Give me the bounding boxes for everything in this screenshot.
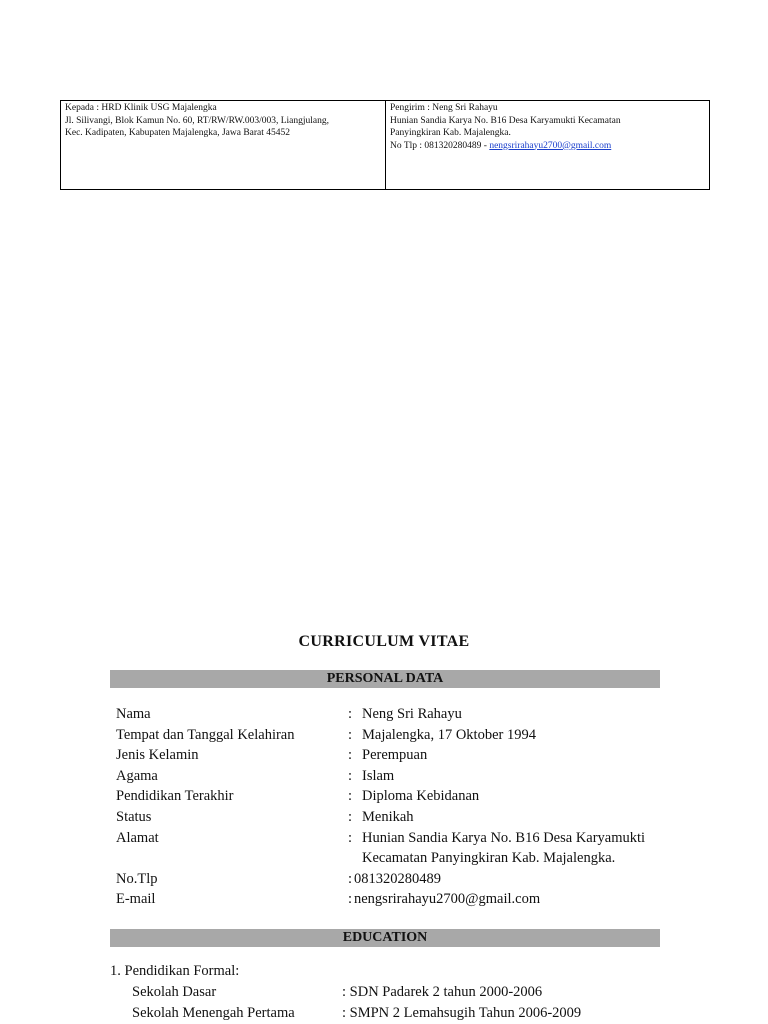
sender-line: Hunian Sandia Karya No. B16 Desa Karyamukti Kecamatan xyxy=(390,115,621,126)
personal-row-pendidikan xyxy=(116,786,676,807)
education-list xyxy=(110,960,670,1024)
address-line-2: Kecamatan Panyingkiran Kab. Majalengka. xyxy=(362,850,616,867)
field-label: Status xyxy=(116,808,152,825)
field-label: Alamat xyxy=(116,829,159,846)
sender-contact-line xyxy=(390,140,705,153)
sender-line: Pengirim : Neng Sri Rahayu xyxy=(390,103,498,113)
field-label: Nama xyxy=(116,706,151,722)
personal-row-email xyxy=(116,889,676,910)
recipient-line: Kepada : HRD Klinik USG Majalengka xyxy=(65,103,217,113)
field-label: No.Tlp xyxy=(116,870,158,887)
sender-email-link[interactable]: nengsrirahayu2700@gmail.com xyxy=(489,140,612,151)
education-row-sd xyxy=(110,982,670,1003)
recipient-line: Kec. Kadipaten, Kabupaten Majalengka, Jawa Barat 45452 xyxy=(65,128,291,138)
field-label: Pendidikan Terakhir xyxy=(116,788,234,805)
personal-row-alamat xyxy=(116,828,676,869)
personal-row-tlp xyxy=(116,869,676,890)
field-label: E-mail xyxy=(116,891,156,908)
field-value: Islam xyxy=(362,767,395,784)
personal-row-status xyxy=(116,807,676,828)
school-detail: : SDN Padarek 2 tahun 2000-2006 xyxy=(342,984,543,1000)
personal-row-jenis-kelamin xyxy=(116,745,676,766)
colon: : xyxy=(348,808,353,825)
field-value: Diploma Kebidanan xyxy=(362,788,480,805)
cv-title: CURRICULUM VITAE xyxy=(298,633,470,650)
recipient-cell xyxy=(61,101,386,189)
field-value: Neng Sri Rahayu xyxy=(362,706,462,722)
personal-data-heading: PERSONAL DATA xyxy=(110,670,660,688)
field-value: Menikah xyxy=(362,808,414,825)
colon: : xyxy=(348,829,353,846)
colon: : xyxy=(348,767,353,784)
field-value-address xyxy=(362,828,645,869)
personal-data-list xyxy=(116,704,676,910)
colon: : xyxy=(348,706,353,722)
education-heading: EDUCATION xyxy=(110,929,660,947)
personal-row-agama xyxy=(116,766,676,787)
address-line-1: Hunian Sandia Karya No. B16 Desa Karyamukti xyxy=(362,829,646,846)
field-label: Agama xyxy=(116,767,158,784)
field-label: Tempat dan Tanggal Kelahiran xyxy=(116,726,295,743)
field-value: nengsrirahayu2700@gmail.com xyxy=(354,891,541,908)
colon: : xyxy=(348,726,353,743)
recipient-line: Jl. Silivangi, Blok Kamun No. 60, RT/RW/RW.003/003, Liangjulang, xyxy=(65,115,330,126)
formal-education-heading: 1. Pendidikan Formal: xyxy=(110,963,240,979)
education-row-smp xyxy=(110,1003,670,1024)
field-value: 081320280489 xyxy=(354,870,441,887)
sender-line: Panyingkiran Kab. Majalengka. xyxy=(390,128,511,138)
school-detail: : SMPN 2 Lemahsugih Tahun 2006-2009 xyxy=(342,1005,582,1021)
field-label: Jenis Kelamin xyxy=(116,747,199,764)
colon: : xyxy=(348,870,353,887)
field-value: Majalengka, 17 Oktober 1994 xyxy=(362,726,536,743)
sender-cell xyxy=(386,101,709,189)
personal-row-nama xyxy=(116,704,676,725)
sender-phone: No Tlp : 081320280489 - xyxy=(390,140,490,151)
school-level: Sekolah Dasar xyxy=(132,984,217,1000)
colon: : xyxy=(348,788,353,805)
colon: : xyxy=(348,891,353,908)
address-table xyxy=(60,100,710,190)
school-level: Sekolah Menengah Pertama xyxy=(132,1005,295,1021)
personal-row-ttl xyxy=(116,725,676,746)
field-value: Perempuan xyxy=(362,747,428,764)
colon: : xyxy=(348,747,353,764)
